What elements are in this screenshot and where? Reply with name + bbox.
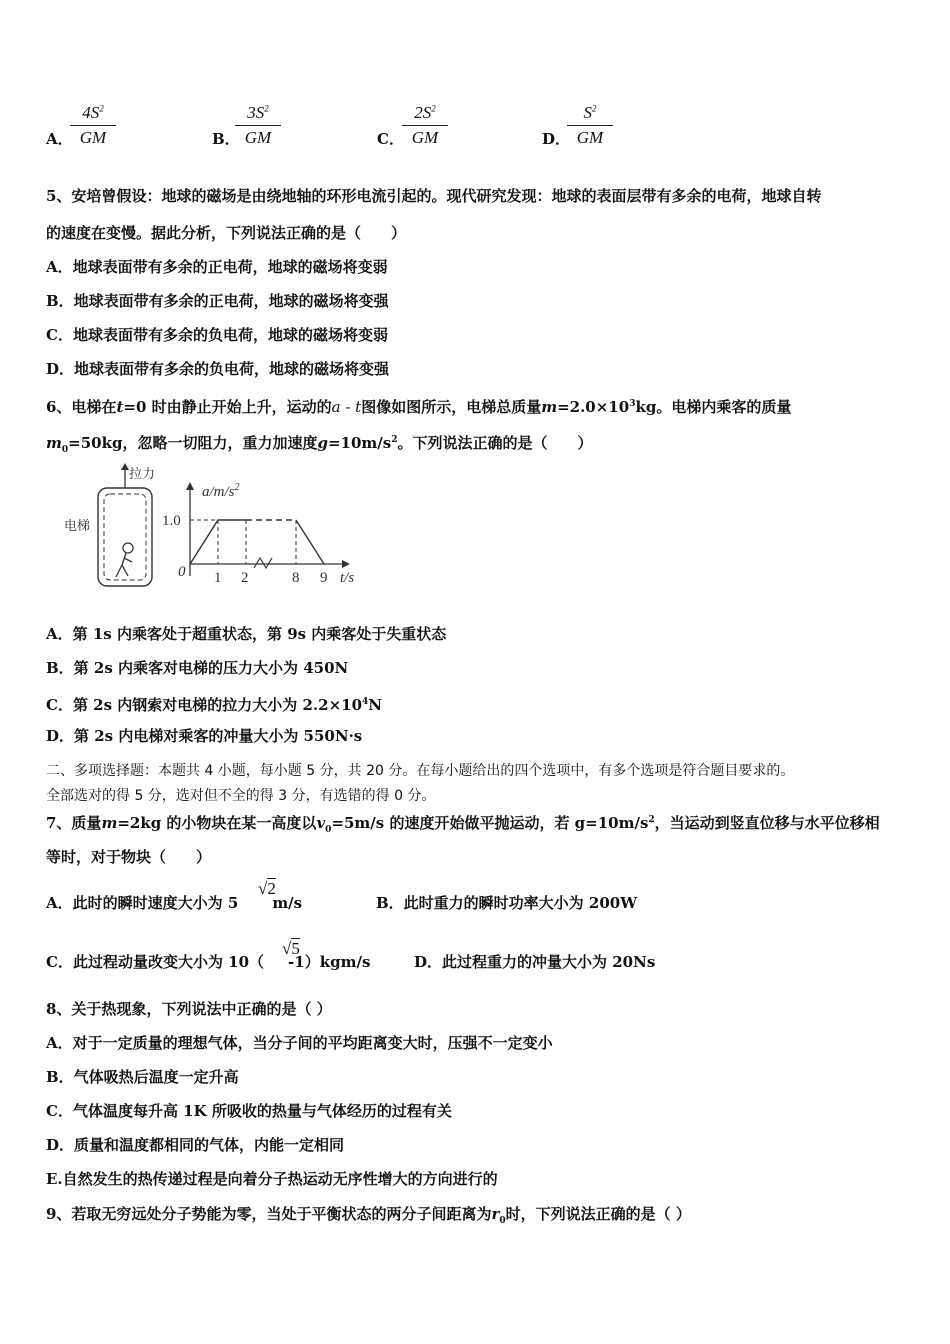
q7-stem-part: =5m/s 的速度开始做平抛运动，若 g=10m/s <box>331 814 649 832</box>
q7-option-a-radicand: 2 <box>267 879 276 898</box>
q7-option-c-radicand: 5 <box>291 939 300 958</box>
origin-label: 0 <box>178 564 186 580</box>
q6-stem-part: 图像如图所示，电梯总质量 <box>361 398 542 416</box>
x-tick-2: 2 <box>241 570 249 586</box>
q4-option-a-fraction <box>70 103 116 148</box>
x-tick-1: 1 <box>214 570 222 586</box>
q6-option-c <box>46 692 382 715</box>
y-axis-label: $a/m/s^2$ <box>202 482 240 500</box>
q8-option-b: B．气体吸热后温度一定升高 <box>46 1068 239 1086</box>
q6-var-at: a - t <box>331 398 362 416</box>
q6-stem-part: =50kg，忽略一切阻力，重力加速度 <box>68 434 318 452</box>
q4-option-b-label: B． <box>212 130 240 148</box>
q6-var-g: g <box>317 434 328 452</box>
q6-var-m0: m <box>46 434 62 452</box>
elevator-label: 电梯 <box>64 518 91 533</box>
q9-sub-0: 0 <box>499 1216 506 1226</box>
x-axis-arrow <box>342 560 350 568</box>
q6-exp-2: 2 <box>391 435 398 445</box>
section2-line-2: 全部选对的得 5 分，选对但不全的得 3 分，有选错的得 0 分。 <box>46 788 436 804</box>
q6-sub-0: 0 <box>61 445 69 455</box>
q8-option-e: E.自然发生的热传递过程是向着分子热运动无序性增大的方向进行的 <box>46 1170 498 1188</box>
q7-option-d: D．此过程重力的冲量大小为 20Ns <box>414 953 656 971</box>
q5-option-b: B．地球表面带有多余的正电荷，地球的磁场将变强 <box>46 292 389 310</box>
x-tick-8: 8 <box>292 570 300 586</box>
q5-stem-line-2: 的速度在变慢。据此分析，下列说法正确的是（ ） <box>46 224 407 242</box>
passenger-icon <box>116 543 133 577</box>
q7-stem-part: ，当运动到竖直位移与水平位移相 <box>654 814 880 832</box>
q6-option-a: A．第 1s 内乘客处于超重状态，第 9s 内乘客处于失重状态 <box>46 625 447 643</box>
q4-option-d-denominator: GM <box>576 128 604 147</box>
x-tick-9: 9 <box>320 570 328 586</box>
q7-option-a-text: A．此时的瞬时速度大小为 5 <box>46 894 239 912</box>
q7-option-b: B．此时重力的瞬时功率大小为 200W <box>376 894 638 912</box>
q6-stem-part: =10m/s <box>327 434 392 452</box>
q7-exp-2: 2 <box>648 815 655 825</box>
q6-option-c-exp: 4 <box>362 697 369 707</box>
y-tick-label: 1.0 <box>162 513 181 529</box>
at-curve-end <box>296 520 324 564</box>
q6-var-t: t <box>116 398 124 416</box>
q7-option-c-text: C．此过程动量改变大小为 10（ <box>46 953 265 971</box>
q4-option-a-numerator: 4S <box>82 103 100 122</box>
q7-option-c-sqrt <box>282 939 300 959</box>
q6-option-c-unit: N <box>368 696 383 714</box>
q4-option-b-numerator: 3S <box>247 103 265 122</box>
q5-option-c: C．地球表面带有多余的负电荷，地球的磁场将变弱 <box>46 326 388 344</box>
sqrt-sign-icon: √ <box>258 879 268 898</box>
q9-stem-part: 9、若取无穷远处分子势能为零，当处于平衡状态的两分子间距离为 <box>46 1205 492 1223</box>
q4-option-b-exponent: 2 <box>264 103 269 114</box>
q4-option-b-denominator: GM <box>244 128 272 147</box>
q7-var-v0: v <box>316 814 326 832</box>
q4-option-d-exponent: 2 <box>592 103 597 114</box>
y-axis-arrow <box>186 482 194 490</box>
q7-option-c <box>46 952 370 972</box>
q4-option-d-label: D． <box>542 130 571 148</box>
q6-stem-part: 6、电梯在 <box>46 398 117 416</box>
q7-var-m: m <box>101 814 118 832</box>
x-axis-label: t/s <box>340 570 355 586</box>
q4-option-c-exponent: 2 <box>431 103 436 114</box>
q4-option-a-denominator: GM <box>79 128 107 147</box>
q7-option-a-sqrt <box>258 879 276 899</box>
axis-break <box>254 558 272 568</box>
q5-option-a: A．地球表面带有多余的正电荷，地球的磁场将变弱 <box>46 258 388 276</box>
q6-stem-line-2 <box>46 430 593 460</box>
q8-stem: 8、关于热现象，下列说法中正确的是（ ） <box>46 1000 332 1018</box>
q8-option-c: C．气体温度每升高 1K 所吸收的热量与气体经历的过程有关 <box>46 1102 452 1120</box>
q4-option-c-denominator: GM <box>411 128 439 147</box>
q6-var-m: m <box>541 398 558 416</box>
q6-option-d: D．第 2s 内电梯对乘客的冲量大小为 550N·s <box>46 727 363 745</box>
q6-stem-part: 。下列说法正确的是（ ） <box>397 434 593 452</box>
q4-option-c-fraction <box>402 103 448 148</box>
q6-stem-line-1 <box>46 394 791 417</box>
q7-stem-line-2: 等时，对于物块（ ） <box>46 848 212 866</box>
q7-option-a-unit: m/s <box>272 894 303 912</box>
q4-option-c-label: C． <box>377 130 404 148</box>
q7-option-c-tail: -1）kgm/s <box>288 953 371 971</box>
q9-stem-part: 时，下列说法正确的是（ ） <box>505 1205 691 1223</box>
sqrt-sign-icon: √ <box>282 939 292 958</box>
elevator-inner-box <box>104 494 146 580</box>
q4-option-c-numerator: 2S <box>414 103 432 122</box>
q9-stem <box>46 1204 691 1231</box>
q6-option-c-text: C．第 2s 内钢索对电梯的拉力大小为 2.2×10 <box>46 696 363 714</box>
q8-option-d: D．质量和温度都相同的气体，内能一定相同 <box>46 1136 345 1154</box>
force-arrow-head <box>121 463 129 470</box>
q4-option-d-numerator: S <box>583 103 592 122</box>
q6-stem-part: kg。电梯内乘客的质量 <box>635 398 792 416</box>
q9-var-r0: r <box>491 1205 500 1223</box>
q6-stem-part: =2.0×10 <box>557 398 630 416</box>
q4-option-a-label: A． <box>46 130 73 148</box>
q4-option-b-fraction <box>235 103 281 148</box>
q7-stem-part: =2kg 的小物块在某一高度以 <box>117 814 317 832</box>
force-label: 拉力 <box>129 466 156 481</box>
q6-stem-part: =0 时由静止开始上升，运动的 <box>123 398 332 416</box>
q7-stem-line-1 <box>46 810 880 840</box>
q8-option-a: A．对于一定质量的理想气体，当分子间的平均距离变大时，压强不一定变小 <box>46 1034 553 1052</box>
q7-sub-0: 0 <box>325 825 332 835</box>
q7-stem-part: 7、质量 <box>46 814 102 832</box>
section2-line-1: 二、多项选择题：本题共 4 小题，每小题 5 分，共 20 分。在每小题给出的四个选项中，有多个选项是符合题目要求的。 <box>46 763 795 779</box>
q5-option-d: D．地球表面带有多余的负电荷，地球的磁场将变强 <box>46 360 390 378</box>
q5-stem-line-1: 5、安培曾假设：地球的磁场是由绕地轴的环形电流引起的。现代研究发现：地球的表面层带有多余的电荷，地球自转 <box>46 187 822 205</box>
q6-figure <box>60 462 370 592</box>
q4-option-a-exponent: 2 <box>99 103 104 114</box>
q4-option-d-fraction <box>567 103 613 148</box>
q6-exp-3: 3 <box>629 399 636 409</box>
q6-option-b: B．第 2s 内乘客对电梯的压力大小为 450N <box>46 659 349 677</box>
